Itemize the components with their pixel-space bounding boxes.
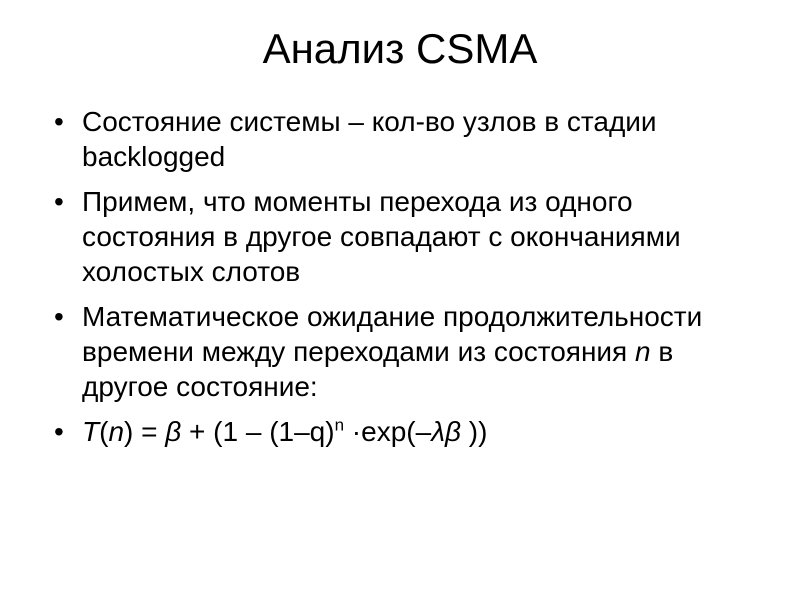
formula-part-4: )) xyxy=(460,416,488,447)
bullet-dot: • xyxy=(54,186,64,217)
bullet-text-after: в другое состояние: xyxy=(82,336,674,402)
bullet-item-system-state xyxy=(52,104,752,174)
bullet-text: Состояние системы – кол-во узлов в стадии backlogged xyxy=(82,106,657,172)
bullet-dot: • xyxy=(54,416,64,447)
formula-lambda-beta: λβ xyxy=(431,416,461,447)
bullet-item-formula xyxy=(52,414,752,449)
bullet-dot: • xyxy=(54,106,64,137)
variable-n: n xyxy=(635,336,651,367)
slide-title: Анализ CSMA xyxy=(262,25,538,72)
bullet-dot: • xyxy=(54,301,64,332)
formula-exponent: n xyxy=(334,415,345,435)
formula xyxy=(82,414,752,449)
bullet-text-before: Математическое ожидание продолжительности времени между переходами из состояния xyxy=(82,301,703,367)
formula-part-2: + (1 – (1–q) xyxy=(181,416,335,447)
bullet-item-transition-moments xyxy=(52,184,752,289)
bullet-item-expected-duration xyxy=(52,299,752,404)
bullet-list xyxy=(52,104,752,459)
bullet-text: Примем, что моменты перехода из одного состояния в другое совпадают с окончаниями холостых слотов xyxy=(82,186,681,287)
formula-n: n xyxy=(108,416,125,447)
formula-T: T xyxy=(82,416,100,447)
formula-beta: β xyxy=(165,416,182,447)
formula-part-1: ) = xyxy=(124,416,166,447)
formula-open-paren: ( xyxy=(99,416,109,447)
formula-part-3: ·exp(– xyxy=(344,416,432,447)
bullet-text xyxy=(82,299,752,404)
